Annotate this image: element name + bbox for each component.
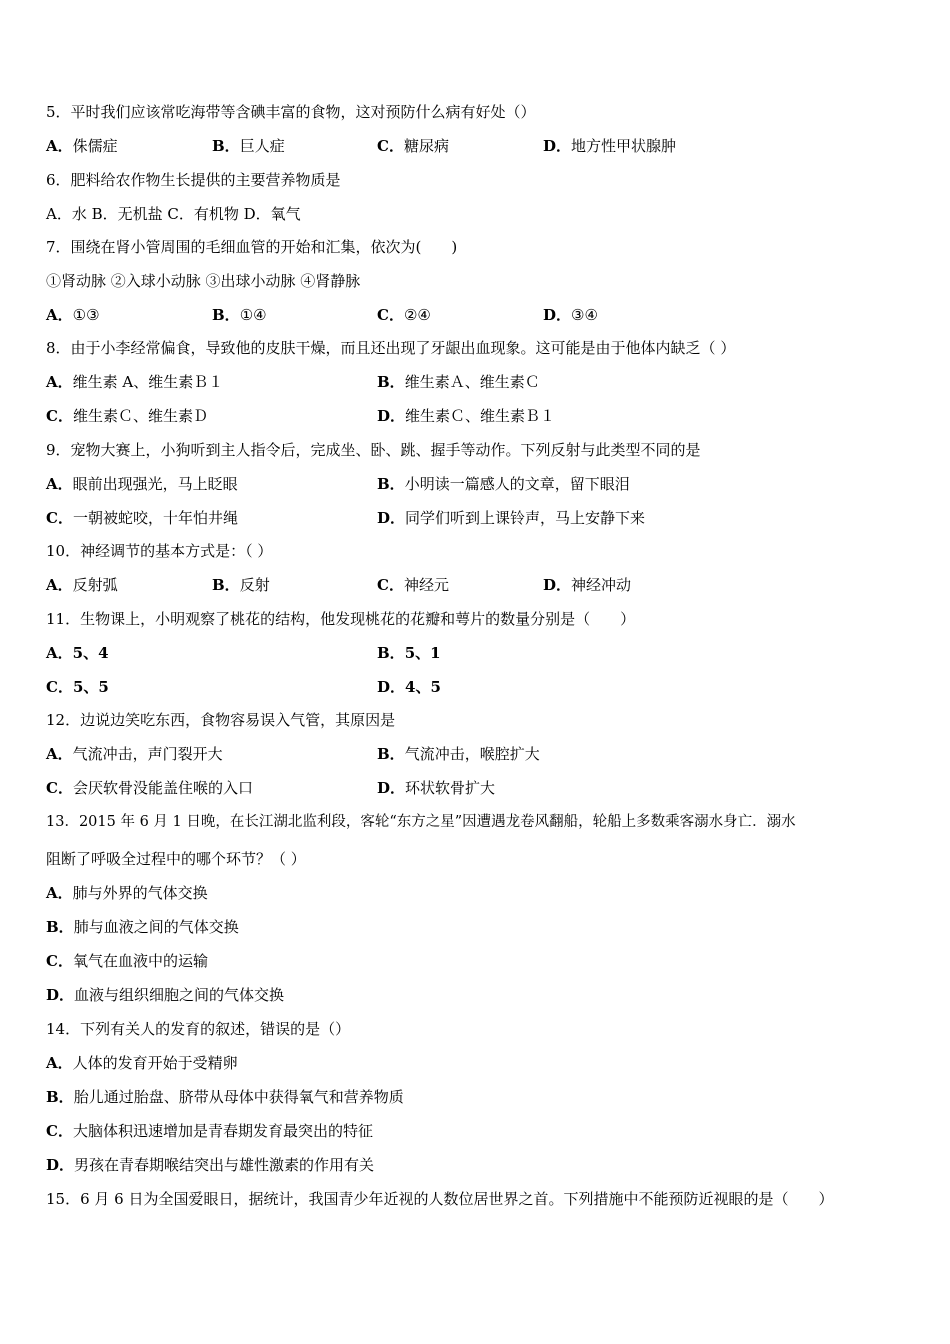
option-label: C． [377,576,404,594]
question-11-option-b [377,643,441,663]
option-label: B． [212,137,240,155]
option-text: ③④ [571,306,598,324]
option-label: C． [377,137,404,155]
question-15-stem: 15．6 月 6 日为全国爱眼日，据统计，我国青少年近视的人数位居世界之首。下列措施中不能预防近视眼的是（ ） [46,1190,834,1208]
question-14-option-a [46,1053,238,1073]
question-10-option-c [377,575,449,595]
question-13-option-d [46,985,284,1005]
option-label: B． [377,373,405,391]
option-text: 气流冲击，喉腔扩大 [404,745,540,763]
question-14-option-c [46,1121,373,1141]
question-11-option-d [377,677,441,697]
question-5-option-a [46,136,118,156]
option-text: 男孩在青春期喉结突出与雄性激素的作用有关 [74,1156,375,1174]
option-label: D． [543,576,572,594]
option-label: A． [46,644,73,662]
question-11-option-c [46,677,109,697]
option-label: C． [46,407,73,425]
option-text: 5、1 [404,644,441,662]
option-text: 神经元 [403,576,449,594]
question-6-stem: 6．肥料给农作物生长提供的主要营养物质是 [46,171,341,189]
option-label: D． [377,678,406,696]
option-text: 血液与组织细胞之间的气体交换 [74,986,285,1004]
option-label: A． [46,373,73,391]
option-text: 维生素Ａ、维生素Ｃ [404,373,540,391]
option-label: D． [377,779,406,797]
option-text: 5、4 [72,644,109,662]
option-label: C． [46,1122,73,1140]
question-14-option-b [46,1087,404,1107]
question-13-option-a [46,883,208,903]
question-10-option-a [46,575,118,595]
question-11-option-a [46,643,109,663]
option-text: 神经冲动 [571,576,632,594]
option-label: B． [377,745,405,763]
option-label: B． [46,918,74,936]
question-8-stem: 8．由于小李经常偏食，导致他的皮肤干燥，而且还出现了牙龈出血现象。这可能是由于他体内缺乏（ ） [46,339,736,357]
option-label: A． [46,745,73,763]
option-text: 气流冲击，声门裂开大 [72,745,223,763]
option-text: 大脑体积迅速增加是青春期发育最突出的特征 [72,1122,373,1140]
option-label: C． [46,678,73,696]
question-8-option-b [377,372,540,392]
question-9-stem: 9．宠物大赛上，小狗听到主人指令后，完成坐、卧、跳、握手等动作。下列反射与此类型不同的是 [46,441,701,459]
question-12-stem: 12．边说边笑吃东西，食物容易误入气管，其原因是 [46,711,396,729]
option-text: 维生素Ｃ、维生素Ｂ１ [405,407,556,425]
option-label: D． [46,1156,75,1174]
option-label: A． [46,306,73,324]
option-text: 维生素 A、维生素Ｂ１ [72,373,224,391]
question-12-option-d [377,778,495,798]
option-label: B． [46,1088,74,1106]
option-text: 环状软骨扩大 [405,779,496,797]
option-text: 5、5 [72,678,109,696]
option-label: D． [543,306,572,324]
option-text: 侏儒症 [72,137,118,155]
option-label: B． [212,306,240,324]
question-12-option-c [46,778,253,798]
question-10-option-d [543,575,631,595]
question-7-items: ①肾动脉 ②入球小动脉 ③出球小动脉 ④肾静脉 [46,272,361,290]
option-label: D． [377,509,406,527]
option-text: 维生素Ｃ、维生素Ｄ [72,407,208,425]
question-8-option-a [46,372,223,392]
option-label: B． [377,644,405,662]
option-label: A． [46,475,73,493]
option-text: ①③ [72,306,100,324]
option-text: 反射 [239,576,270,594]
option-label: A． [46,884,73,902]
option-text: 4、5 [405,678,441,696]
option-text: 胎儿通过胎盘、脐带从母体中获得氧气和营养物质 [73,1088,404,1106]
question-10-stem: 10．神经调节的基本方式是：（ ） [46,542,273,560]
option-label: A． [46,1054,73,1072]
question-7-option-d [543,305,598,325]
option-text: 人体的发育开始于受精卵 [72,1054,238,1072]
question-14-option-d [46,1155,374,1175]
question-13-stem-line-1: 13．2015 年 6 月 1 日晚，在长江湖北监利段，客轮“东方之星”因遭遇龙卷风翻船，轮船上多数乘客溺水身亡．溺水 [46,814,796,830]
option-label: D． [543,137,572,155]
question-7-stem: 7．围绕在肾小管周围的毛细血管的开始和汇集，依次为( ) [46,238,458,256]
option-text: 糖尿病 [403,137,449,155]
option-label: C． [377,306,404,324]
option-text: 肺与血液之间的气体交换 [73,918,239,936]
question-7-option-a [46,305,100,325]
option-text: 反射弧 [72,576,118,594]
question-5-option-c [377,136,449,156]
question-13-stem-line-2: 阻断了呼吸全过程中的哪个环节？（ ） [46,850,306,868]
option-text: 地方性甲状腺肿 [571,137,677,155]
question-7-option-c [377,305,431,325]
question-6-options: A．水 B．无机盐 C．有机物 D．氧气 [46,205,301,223]
question-9-option-b [377,474,630,494]
option-text: 巨人症 [239,137,285,155]
question-10-option-b [212,575,270,595]
question-5-stem: 5．平时我们应该常吃海带等含碘丰富的食物，这对预防什么病有好处（） [46,103,536,121]
question-7-option-b [212,305,267,325]
question-13-option-b [46,917,239,937]
option-text: 小明读一篇感人的文章，留下眼泪 [404,475,630,493]
question-12-option-a [46,744,223,764]
question-5-option-b [212,136,285,156]
question-9-option-a [46,474,238,494]
option-label: A． [46,137,73,155]
option-label: C． [46,952,73,970]
option-label: A． [46,576,73,594]
question-11-stem: 11．生物课上，小明观察了桃花的结构，他发现桃花的花瓣和萼片的数量分别是（ ） [46,610,636,628]
option-text: 肺与外界的气体交换 [72,884,208,902]
question-9-option-d [377,508,645,528]
option-label: B． [212,576,240,594]
option-label: D． [377,407,406,425]
question-8-option-d [377,406,555,426]
question-5-option-d [543,136,676,156]
option-text: 同学们听到上课铃声，马上安静下来 [405,509,646,527]
question-8-option-c [46,406,208,426]
option-text: 会厌软骨没能盖住喉的入口 [72,779,253,797]
question-12-option-b [377,744,540,764]
option-label: C． [46,779,73,797]
question-9-option-c [46,508,238,528]
option-text: 眼前出现强光，马上眨眼 [72,475,238,493]
question-13-option-c [46,951,208,971]
option-text: ①④ [239,306,267,324]
option-text: ②④ [403,306,431,324]
option-text: 氧气在血液中的运输 [72,952,208,970]
option-label: D． [46,986,75,1004]
option-label: B． [377,475,405,493]
option-label: C． [46,509,73,527]
option-text: 一朝被蛇咬，十年怕井绳 [72,509,238,527]
question-14-stem: 14．下列有关人的发育的叙述，错误的是（） [46,1020,351,1038]
